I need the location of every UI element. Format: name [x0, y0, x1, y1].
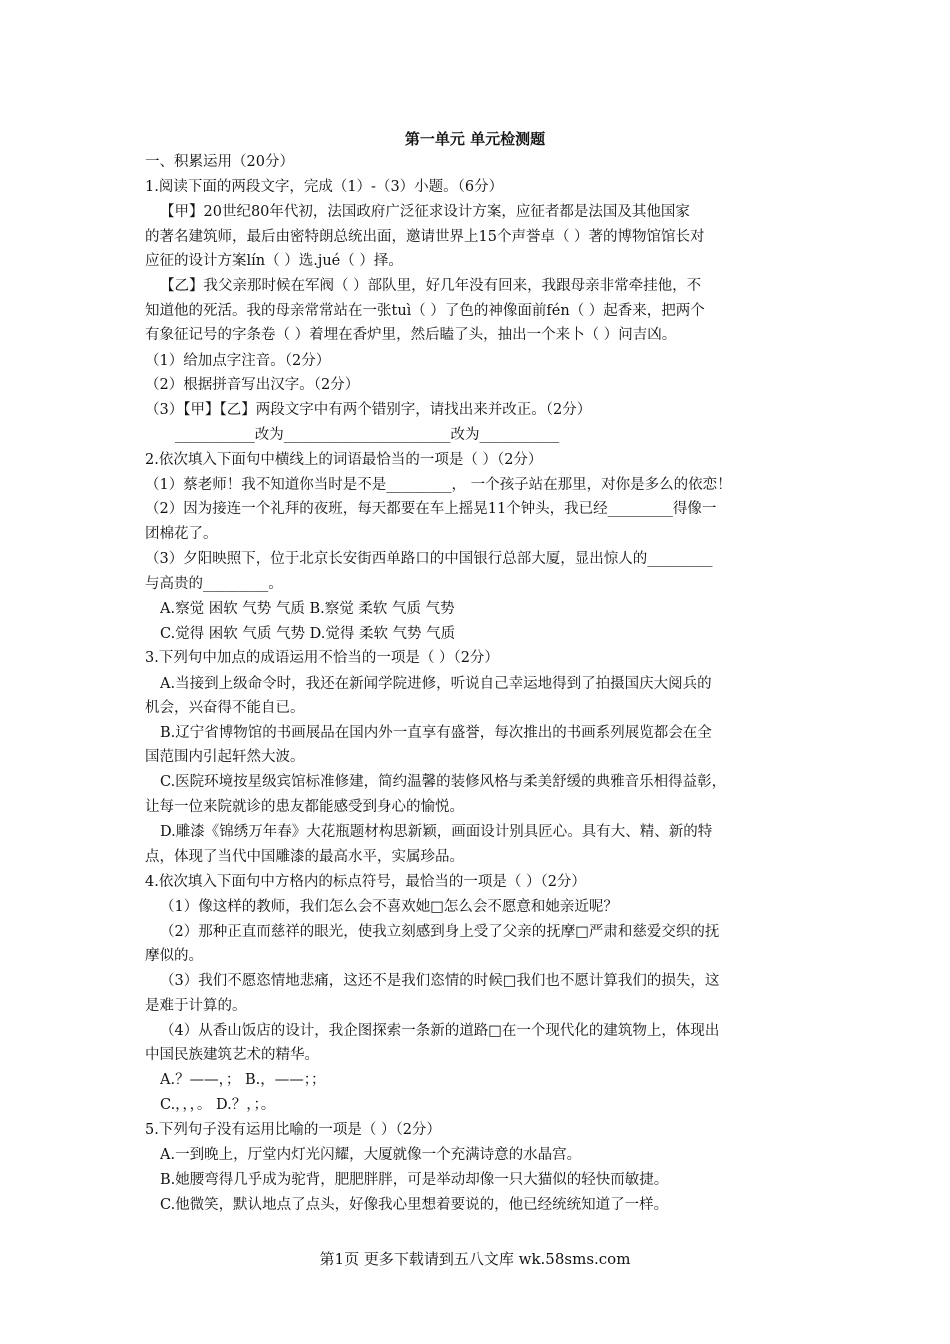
passage-line: 【甲】20世纪80年代初，法国政府广泛征求设计方案，应征者都是法国及其他国家 [160, 204, 690, 220]
question-4: 4.依次填入下面句中方格内的标点符号，最恰当的一项是（ ）（2分） [145, 874, 586, 890]
page-footer: 第1页 更多下载请到五八文库 wk.58sms.com [319, 1250, 631, 1268]
question-5: 5.下列句子没有运用比喻的一项是（ ）（2分） [145, 1122, 441, 1138]
option-line: C.，，，。 D.？，；。 [160, 1097, 276, 1113]
sub-question: （3）我们不愿恣情地悲痛，这还不是我们恣情的时候□我们也不愿计算我们的损失，这 [160, 973, 720, 989]
section-heading: 一、积累运用（20分） [145, 154, 294, 170]
passage-line: 应征的设计方案lín（ ）选.jué（ ）择。 [145, 253, 403, 269]
sub-question: （2）因为接连一个礼拜的夜班，每天都要在车上摇晃11个钟头，我已经_________得像一 [145, 501, 717, 517]
sub-question: （3）夕阳映照下，位于北京长安街西单路口的中国银行总部大厦，显出惊人的_________ [145, 551, 713, 567]
option-line: B.她腰弯得几乎成为驼背，肥肥胖胖，可是举动却像一只大猫似的轻快而敏捷。 [160, 1172, 669, 1188]
option-line: C.医院环境按星级宾馆标准修建，简约温馨的装修风格与柔美舒缓的典雅音乐相得益彰， [160, 774, 727, 790]
passage-line: 知道他的死活。我的母亲常常站在一张tuì（ ）了色的神像面前fén（ ）起香来，把两个 [145, 303, 705, 319]
question-2: 2.依次填入下面句中横线上的词语最恰当的一项是（ ）（2分） [145, 452, 543, 468]
sub-question: 中国民族建筑艺术的精华。 [145, 1047, 319, 1063]
option-line: 国范围内引起轩然大波。 [145, 749, 305, 765]
option-line: B.辽宁省博物馆的书画展品在国内外一直享有盛誉，每次推出的书画系列展览都会在全 [160, 725, 712, 741]
option-line: C.觉得 困软 气质 气势 D.觉得 柔软 气势 气质 [160, 626, 456, 642]
option-line: D.雕漆《锦绣万年春》大花瓶题材构思新颖，画面设计别具匠心。具有大、精、新的特 [160, 824, 713, 840]
option-line: A.？——，； B.，——；； [160, 1072, 326, 1088]
option-line: 点，体现了当代中国雕漆的最高水平，实属珍品。 [145, 849, 464, 865]
option-line: 机会，兴奋得不能自已。 [145, 700, 305, 716]
passage-line: 有象征记号的字条卷（ ）着埋在香炉里，然后瞌了头，抽出一个来卜（ ）问吉凶。 [145, 327, 677, 343]
question-1: 1.阅读下面的两段文字，完成（1）-（3）小题。（6分） [145, 179, 504, 195]
sub-question: （1）蔡老师！我不知道你当时是不是_________， 一个孩子站在那里，对你是多么的依恋！ [145, 477, 732, 493]
sub-question: （2）根据拼音写出汉字。（2分） [145, 377, 360, 393]
sub-question: （1）给加点字注音。（2分） [145, 353, 331, 369]
sub-question: 团棉花了。 [145, 526, 218, 542]
page-title: 第一单元 单元检测题 [404, 130, 546, 148]
sub-question: （3）【甲】【乙】两段文字中有两个错别字，请找出来并改正。（2分） [145, 402, 592, 418]
sub-question: （4）从香山饭店的设计，我企图探索一条新的道路□在一个现代化的建筑物上，体现出 [160, 1023, 720, 1039]
sub-question: （1）像这样的教师，我们怎么会不喜欢她□怎么会不愿意和她亲近呢？ [160, 899, 618, 915]
option-line: A.察觉 困软 气势 气质 B.察觉 柔软 气质 气势 [160, 601, 455, 617]
option-line: A.一到晚上，厅堂内灯光闪耀，大厦就像一个充满诗意的水晶宫。 [160, 1147, 582, 1163]
option-line: 让每一位来院就诊的患友都能感受到身心的愉悦。 [145, 799, 464, 815]
answer-blanks: ___________改为_______________________改为___________ [175, 427, 560, 443]
passage-line: 【乙】我父亲那时候在军阀（ ）部队里，好几年没有回来，我跟母亲非常牵挂他，不 [160, 278, 702, 294]
passage-line: 的著名建筑师，最后由密特朗总统出面，邀请世界上15个声誉卓（ ）著的博物馆馆长对 [145, 229, 705, 245]
question-3: 3.下列句中加点的成语运用不恰当的一项是（ ）（2分） [145, 650, 499, 666]
option-line: A.当接到上级命令时，我还在新闻学院进修，听说自己幸运地得到了拍摄国庆大阅兵的 [160, 676, 712, 692]
sub-question: 是难于计算的。 [145, 998, 247, 1014]
sub-question: 与高贵的_________。 [145, 576, 283, 592]
option-line: C.他微笑，默认地点了点头，好像我心里想着要说的，他已经统统知道了一样。 [160, 1197, 669, 1213]
sub-question: 摩似的。 [145, 948, 203, 964]
sub-question: （2）那种正直而慈祥的眼光，使我立刻感到身上受了父亲的抚摩□严肃和慈爱交织的抚 [160, 924, 720, 940]
